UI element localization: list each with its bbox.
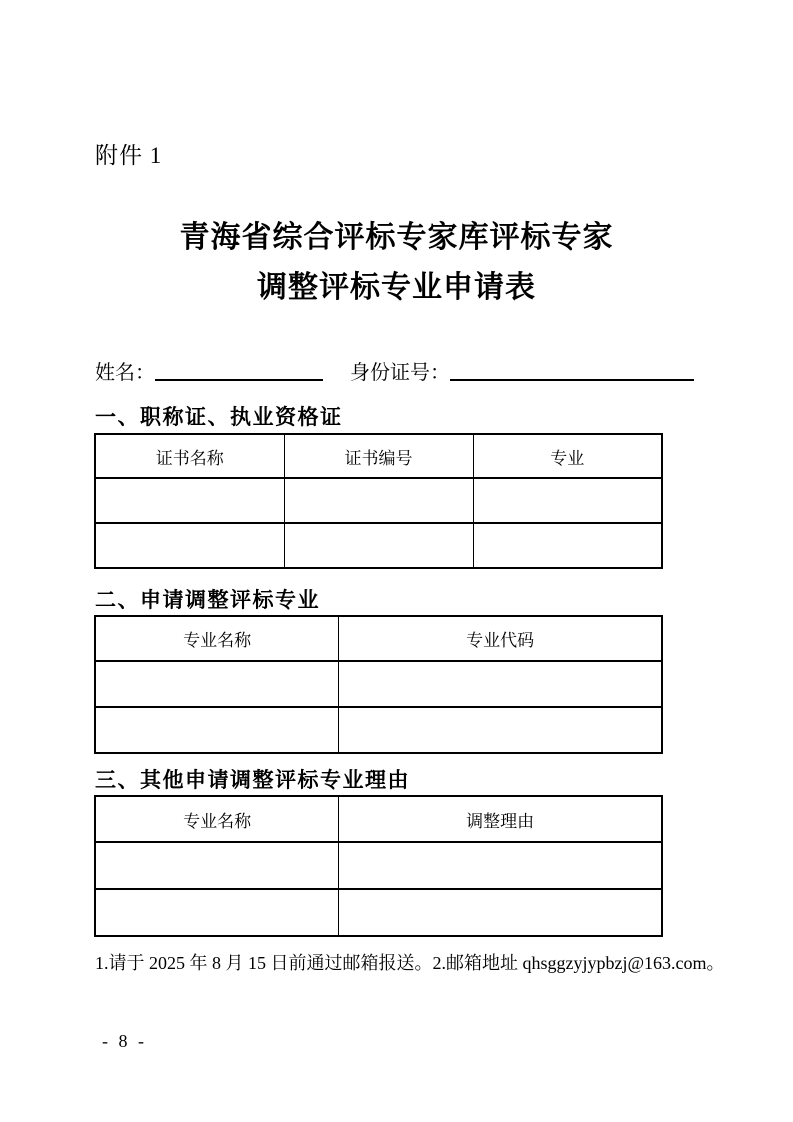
empty-cell: [339, 842, 662, 889]
page-number: - 8 -: [102, 1031, 147, 1051]
column-header-cert-number: 证书编号: [284, 434, 473, 478]
table-row: [95, 523, 662, 568]
empty-cell: [473, 478, 662, 523]
table-row: [95, 889, 662, 936]
table-header-row: [95, 796, 662, 842]
section-1-heading: 一、职称证、执业资格证: [95, 406, 343, 429]
empty-cell: [95, 707, 339, 753]
id-label: 身份证号：: [350, 362, 450, 384]
table-row: [95, 707, 662, 753]
title-line-2: 调整评标专业申请表: [257, 271, 536, 304]
empty-cell: [95, 889, 339, 936]
id-blank-field: [450, 361, 694, 381]
title-line-1: 青海省综合评标专家库评标专家: [179, 221, 614, 254]
column-header-specialty-code: 专业代码: [339, 616, 662, 661]
name-label: 姓名：: [95, 362, 155, 384]
name-id-row: [95, 356, 707, 385]
empty-cell: [339, 707, 662, 753]
empty-cell: [473, 523, 662, 568]
section-3-heading: 三、其他申请调整评标专业理由: [95, 769, 410, 792]
column-header-specialty: 专业: [473, 434, 662, 478]
table-row: [95, 478, 662, 523]
other-reasons-table: [94, 795, 663, 937]
name-blank-field: [155, 361, 323, 381]
column-header-adjust-reason: 调整理由: [339, 796, 662, 842]
empty-cell: [284, 478, 473, 523]
column-header-cert-name: 证书名称: [95, 434, 284, 478]
empty-cell: [95, 661, 339, 707]
attachment-label: 附件 1: [95, 143, 163, 168]
empty-cell: [95, 523, 284, 568]
empty-cell: [339, 889, 662, 936]
table-header-row: [95, 434, 662, 478]
column-header-specialty-name: 专业名称: [95, 616, 339, 661]
section-2-heading: 二、申请调整评标专业: [95, 589, 320, 612]
footer-note: 1.请于 2025 年 8 月 15 日前通过邮箱报送。2.邮箱地址 qhsggzyjypbzj@163.com。: [95, 953, 725, 973]
empty-cell: [95, 478, 284, 523]
empty-cell: [284, 523, 473, 568]
document-title: [0, 213, 793, 313]
table-row: [95, 842, 662, 889]
table-row: [95, 661, 662, 707]
column-header-specialty-name: 专业名称: [95, 796, 339, 842]
certificates-table: [94, 433, 663, 569]
empty-cell: [95, 842, 339, 889]
adjust-specialty-table: [94, 615, 663, 754]
empty-cell: [339, 661, 662, 707]
table-header-row: [95, 616, 662, 661]
